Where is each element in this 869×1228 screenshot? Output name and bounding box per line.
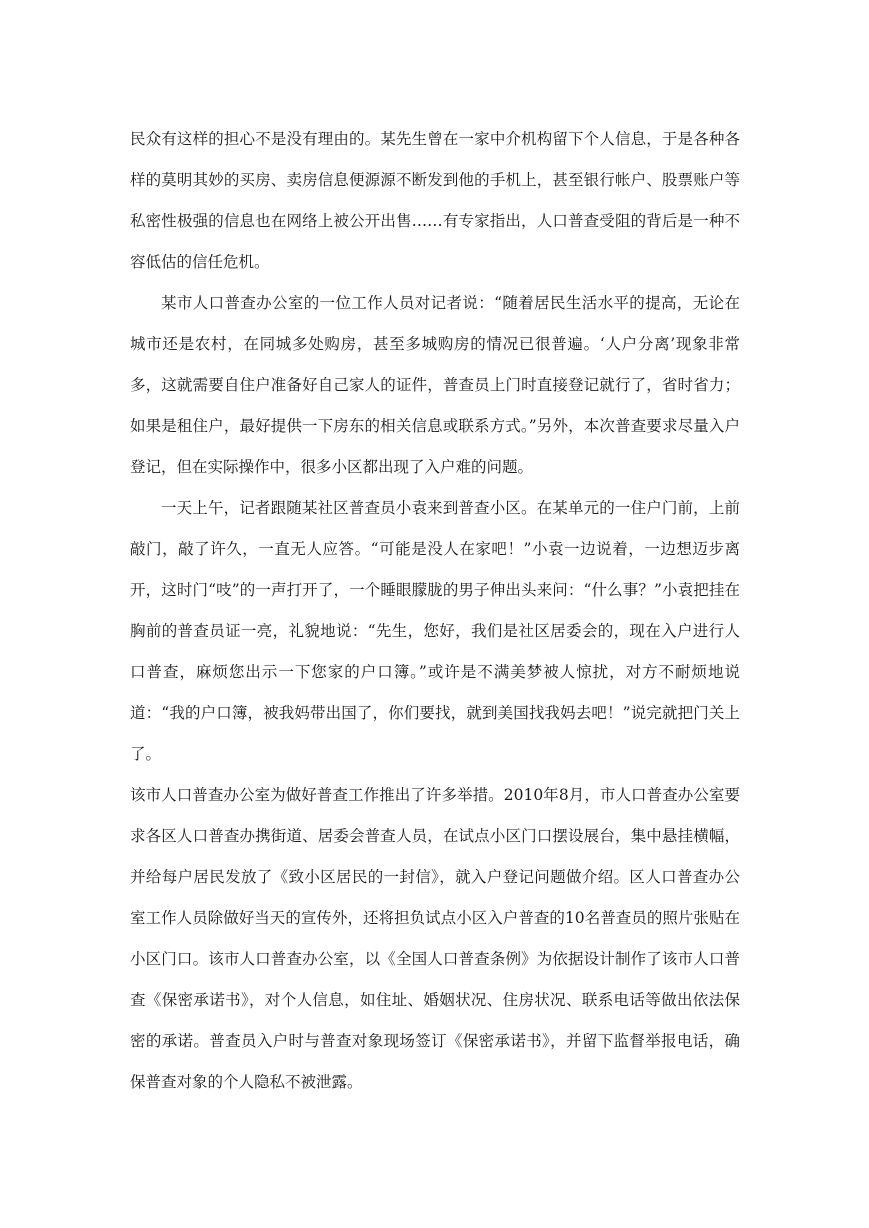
paragraph-4: 该市人口普查办公室为做好普查工作推出了许多举措。2010年8月，市人口普查办公室要求各区人口普查办携街道、居委会普查人员，在试点小区门口摆设展台，集中悬挂横幅，并给每户居民发放了《致小区居民的一封信》，就入户登记问题做介绍。区人口普查办公室工作人员除做好当天的宣传外，还将担负试点小区入户普查的10名普查员的照片张贴在小区门口。该市人口普查办公室，以《全国人口普查条例》为依据设计制作了该市人口普查《保密承诺书》，对个人信息，如住址、婚姻状况、住房状况、联系电话等做出依法保密的承诺。普查员入户时与普查对象现场签订《保密承诺书》，并留下监督举报电话，确保普查对象的个人隐私不被泄露。 bbox=[130, 786, 740, 1091]
paragraph-3: 一天上午，记者跟随某社区普查员小袁来到普查小区。在某单元的一住户门前，上前敲门，敲了许久，一直无人应答。“可能是没人在家吧！”小袁一边说着，一边想迈步离开，这时门“吱”的一声打开了，一个睡眼朦胧的男子伸出头来问：“什么事？”小袁把挂在胸前的普查员证一亮，礼貌地说：“先生，您好，我们是社区居委会的，现在入户进行人口普查，麻烦您出示一下您家的户口簿。”或许是不满美梦被人惊扰，对方不耐烦地说道：“我的户口簿，被我妈带出国了，你们要找，就到美国找我妈去吧！”说完就把门关上了。 bbox=[130, 499, 740, 763]
paragraph-2: 某市人口普查办公室的一位工作人员对记者说：“随着居民生活水平的提高，无论在城市还是农村，在同城多处购房，甚至多城购房的情况已很普遍。‘人户分离’现象非常多，这就需要自住户准备好自己家人的证件，普查员上门时直接登记就行了，省时省力；如果是租住户，最好提供一下房东的相关信息或联系方式。”另外，本次普查要求尽量入户登记，但在实际操作中，很多小区都出现了入户难的问题。 bbox=[130, 294, 740, 476]
document-body bbox=[130, 119, 740, 1103]
paragraph-1: 民众有这样的担心不是没有理由的。某先生曾在一家中介机构留下个人信息，于是各种各样的莫明其妙的买房、卖房信息便源源不断发到他的手机上，甚至银行帐户、股票账户等私密性极强的信息也在网络上被公开出售……有专家指出，人口普查受阻的背后是一种不容低估的信任危机。 bbox=[130, 130, 740, 271]
